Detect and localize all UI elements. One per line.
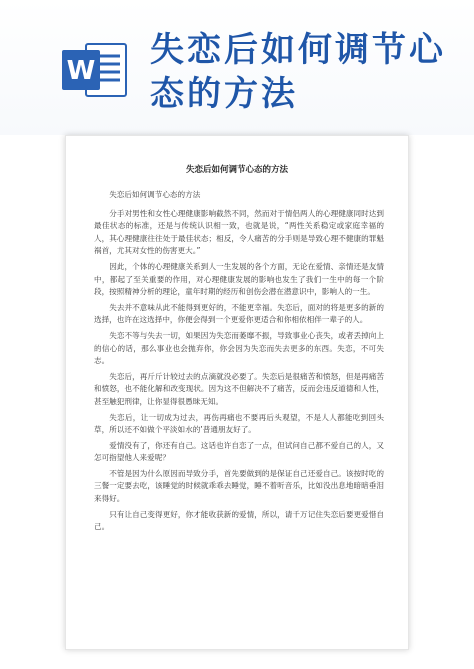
document-subtitle: 失恋后如何调节心态的方法 — [109, 190, 201, 199]
preview-title — [150, 28, 460, 116]
word-document-icon — [60, 40, 128, 100]
word-logo-letter: W — [66, 56, 96, 86]
document-paragraph: 失恋后，再斤斤计较过去的点滴就没必要了。失恋后是很痛苦和愤怒，但是再痛苦和愤怒，也不能化解和改变现状。因为这不但解决不了痛苦，反而会违反道德和人性，甚至触犯刑律，让你显得很愚昧无知。 — [94, 371, 384, 406]
document-paragraph: 因此，个体的心理健康关系到人一生发展的各个方面，无论在爱情、亲情还是友情中，都起了至关重要的作用，对心理健康发展的影响也发生了我们一生中的每一个阶段，按照精神分析的理论，童年时期的经历和创伤会潜在潜意识中，影响人的一生。 — [94, 261, 384, 297]
document-body — [94, 189, 384, 537]
document-paragraph: 失恋后，让一切成为过去，再伤再痛也不要再后头观望，不是人人都能吃到回头草，所以还不如做个平淡如水的’普通朋友好了。 — [94, 412, 384, 435]
document-paragraph: 不管是因为什么原因而导致分手，首先要做到的是保证自己还爱自己。该按时吃的三餐一定要去吃，该睡觉的时候就乖乖去睡觉，睡不着听音乐，比如没出息地暗暗垂泪来得好。 — [94, 468, 384, 504]
document-paragraph: 只有让自己变得更好，你才能收获新的爱情，所以，请千万记住失恋后要更爱惜自己。 — [94, 509, 384, 532]
document-paragraph: 分手对男性和女性心理健康影响截然不同，然而对于情侣两人的心理健康同时达到最佳状态的标准，还是与传统认识相一致，也就是说，“两性关系稳定或家庭幸福的人，其心理健康往往处于最佳状态；相反，令人痛苦的分手则是导致心理不健康的罪魁祸首，尤其对女性的伤害更大。” — [94, 208, 384, 256]
document-title: 失恋后如何调节心态的方法 — [185, 165, 288, 175]
document-page[interactable] — [65, 135, 409, 650]
preview-banner — [0, 0, 474, 135]
document-paragraph: 爱情没有了，你还有自己。这话也许自恋了一点，但试问自己都不爱自己的人，又怎可指望他人来爱呢？ — [94, 440, 384, 463]
document-paragraph: 失去并不意味从此不能得到更好的，不能更幸福。失恋后，面对的将是更多的新的选择，也许在这选择中，你便会得到一个更爱你更适合和你相依相伴一辈子的人。 — [94, 302, 384, 325]
preview-title-line-1: 失恋后如何调节心 — [150, 30, 446, 70]
preview-title-line-2: 态的方法 — [150, 74, 298, 114]
document-paragraph: 失恋不等与失去一切，如果因为失恋而萎靡不振，导致事业心丧失，或者丢掉向上的信心的话，那么事业也会抛弃你，你会因为失恋而失去更多的东西。失恋，不可失志。 — [94, 330, 384, 366]
